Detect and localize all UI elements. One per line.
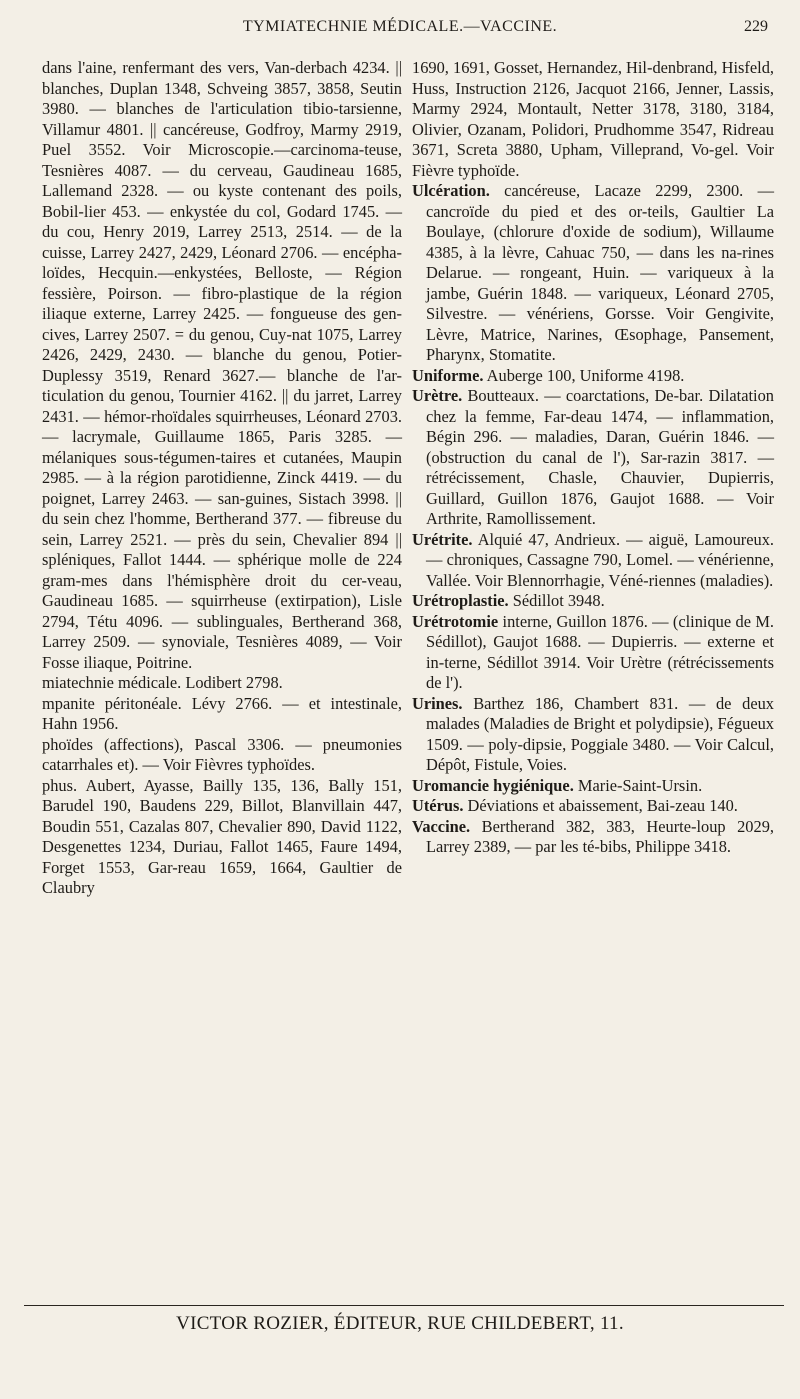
entry-text: interne, Guillon 1876. — (clinique de M. Sédillot), Gaujot 1688. — Dupierris. — externe et in-terne, Sédillot 3914. Voir Urètre (rétrécissements de l'). <box>426 611 774 692</box>
entry-ulceration <box>412 181 774 366</box>
entry-phoides: phoïdes (affections), Pascal 3306. — pneumonies catarrhales et). — Voir Fièvres typhoïdes. <box>42 734 402 774</box>
entry-uniforme <box>412 366 774 387</box>
entry-text: Alquié 47, Andrieux. — aiguë, Lamoureux. — chroniques, Cassagne 790, Lomel. — vénérienne, Vallée. Voir Blennorrhagie, Véné-riennes (maladies). <box>426 529 774 590</box>
entry-uretre <box>412 386 774 530</box>
left-column <box>42 58 402 899</box>
footer-rule <box>24 1305 784 1306</box>
entry-heading: Ulcération. <box>412 181 490 200</box>
entry-heading: Uniforme. <box>412 365 484 385</box>
entry-uretrotomie <box>412 612 774 694</box>
entry-urines <box>412 694 774 776</box>
entry-text: Marie-Saint-Ursin. <box>573 775 703 795</box>
entry-text: Déviations et abaissement, Bai-zeau 140. <box>463 796 738 815</box>
entry-text: cancéreuse, Lacaze 2299, 2300. — cancroïde du pied et des or-teils, Gaultier La Boulaye, (chlorure d'oxide de sodium), Willaume 4385, à la lèvre, Cahuac 750, — dans les na-rines Delarue. — rongeant, Huin. — variqueux à la jambe, Guérin 1848. — variqueux, Léonard 2705, Silvestre. — vénériens, Gorsse. Voir Gengivite, Lèvre, Matrice, Narines, Œsophage, Pansement, Pharynx, Stomatite. <box>426 181 774 364</box>
entry-uretrite <box>412 530 774 592</box>
entry-heading: Urétroplastie. <box>412 591 509 610</box>
entry-heading: Urines. <box>412 693 463 713</box>
entry-text: Bertherand 382, 383, Heurte-loup 2029, Larrey 2389, — par les té-bibs, Philippe 3418. <box>426 816 774 856</box>
page-number: 229 <box>744 18 768 35</box>
left-continuation-text: dans l'aine, renfermant des vers, Van-derbach 4234. || blanches, Duplan 1348, Schveing 3857, 3858, Seutin 3980. — blanches de l'articulation tibio-tarsienne, Villamur 4801. || cancéreuse, Godfroy, Marmy 2919, Puel 3552. Voir Microscopie.—carcinoma-teuse, Tesnières 4087. — du cerveau, Gaudineau 1685, Lallemand 2328. — ou kyste contenant des poils, Bobil-lier 453. — enkystée du col, Godard 1745. — du cou, Henry 2019, Larrey 2513, 2514. — de la cuisse, Larrey 2427, 2429, Léonard 2706. — encépha-loïdes, Hecquin.—enkystées, Belloste, — Région fessière, Poirson. — fibro-plastique de la région iliaque externe, Larrey 2425. — fongueuse des gen-cives, Larrey 2507. = du genou, Cuy-nat 1075, Larrey 2426, 2429, 2430. — blanche du genou, Potier-Duplessy 3519, Renard 3627.— blanche de l'ar-ticulation du genou, Tournier 4162. || du jarret, Larrey 2431. — hémor-rhoïdales squirrheuses, Léonard 2703. — lacrymale, Guillaume 1865, Paris 3285. — mélaniques sous-tégumen-taires et cutanées, Maupin 2985. — à la région parotidienne, Zinck 4419. — du poignet, Larrey 2463. — san-guines, Sistach 3998. || du sein chez l'homme, Bertherand 377. — fibreuse du sein, Larrey 2521. — près du sein, Chevalier 894 || spléniques, Fallot 1444. — sphérique molle de 224 gram-mes dans l'hémisphère droit du cer-veau, Gaudineau 1685. — squirrheuse (extirpation), Lisle 2794, Tétu 4096. — sublinguales, Bertherand 368, Larrey 2509. — synoviale, Tesnières 4089, — Voir Fosse iliaque, Poitrine. <box>42 58 402 672</box>
entry-text: Barthez 186, Chambert 831. — de deux malades (Maladies de Bright et polydipsie), Fégueux 1509. — poly-dipsie, Poggiale 3480. — Voir Calcul, Dépôt, Fistule, Voies. <box>426 693 774 774</box>
running-head: TYMIATECHNIE MÉDICALE.—VACCINE. <box>242 18 558 35</box>
entry-text: Auberge 100, Uniforme 4198. <box>483 365 685 385</box>
entry-uromancie <box>412 776 774 797</box>
entry-miatechnie: miatechnie médicale. Lodibert 2798. <box>42 673 283 692</box>
publisher-footer: VICTOR ROZIER, ÉDITEUR, RUE CHILDEBERT, 11. <box>176 1313 624 1334</box>
entry-phus: phus. Aubert, Ayasse, Bailly 135, 136, Bally 151, Barudel 190, Baudens 229, Billot, Blanvillain 447, Boudin 551, Cazalas 807, Chevalier 890, David 1122, Desgenettes 1234, Duriau, Fallot 1465, Faure 1494, Forget 1553, Gar-reau 1659, 1664, Gaultier de Claubry <box>42 775 402 897</box>
entry-heading: Urètre. <box>412 386 463 405</box>
entry-uterus <box>412 796 774 817</box>
entry-heading: Vaccine. <box>412 816 471 836</box>
entry-mpanite: mpanite péritonéale. Lévy 2766. — et intestinale, Hahn 1956. <box>42 693 402 733</box>
entry-text: Boutteaux. — coarctations, De-bar. Dilatation chez la femme, Far-deau 1474, — inflammation, Bégin 296. — maladies, Daran, Guérin 1846. — (obstruction du canal de l'), Sar-razin 3817. — rétrécissement, Chasle, Chauvier, Dupierris, Guillard, Guillon 1876, Gaujot 1688. — Voir Arthrite, Ramollissement. <box>426 386 774 528</box>
entry-uretroplastie <box>412 591 774 612</box>
page-header <box>0 10 800 40</box>
entry-vaccine <box>412 817 774 858</box>
right-column <box>412 58 774 858</box>
right-continuation-text: 1690, 1691, Gosset, Hernandez, Hil-denbrand, Hisfeld, Huss, Instruction 2126, Jacquot 2166, Jenner, Lassis, Marmy 2924, Montault, Netter 3178, 3180, 3184, Olivier, Ozanam, Polidori, Prudhomme 3547, Ridreau 3671, Screta 3880, Upham, Villeprand, Vo-gel. Voir Fièvre typhoïde. <box>412 58 774 180</box>
entry-heading: Uromancie hygiénique. <box>412 775 574 795</box>
entry-heading: Urétrite. <box>412 529 473 549</box>
entry-heading: Utérus. <box>412 796 464 815</box>
entry-text: Sédillot 3948. <box>508 591 605 610</box>
entry-heading: Urétrotomie <box>412 611 499 631</box>
